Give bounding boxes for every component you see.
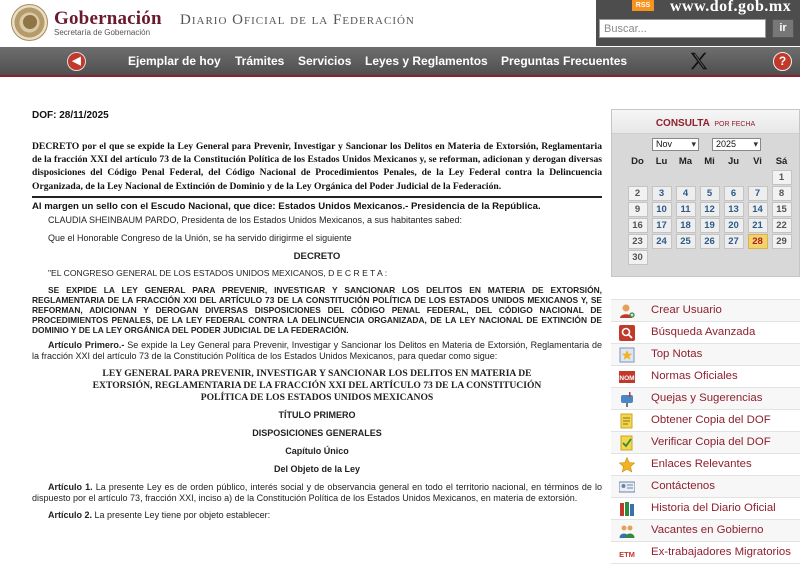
help-button[interactable]: ? [773, 52, 792, 71]
sidebar-link-label: Obtener Copia del DOF [651, 414, 771, 426]
calendar-empty-cell [628, 170, 648, 185]
sidebar-link-label: Ex-trabajadores Migratorios [651, 546, 791, 558]
articulo-2: Artículo 2. La presente Ley tiene por objeto establecer: [48, 509, 271, 520]
calendar-day[interactable]: 26 [700, 234, 720, 249]
sidebar-link-label: Enlaces Relevantes [651, 458, 752, 470]
article-primero: Artículo Primero.- Se expide la Ley General para Prevenir, Investigar y Sancionar los Delitos en Materia de Extorsión, Reglamentaria de la fracción XXI del artículo 73 de la Constitución Política de los Estados Unidos Mexicanos, para quedar como sigue: [32, 339, 602, 361]
sidebar-link-label: Quejas y Sugerencias [651, 392, 763, 404]
search-go-button[interactable]: ir [772, 19, 794, 38]
articulo-1: Artículo 1. La presente Ley es de orden público, interés social y de observancia general en todo el territorio nacional, en términos de lo dispuesto por el artículo 73, fracción XXI, inciso a) de la Constitución Política de los Estados Unidos Mexicanos, en materia de extorsión. [32, 481, 602, 503]
sidebar-link-enlaces-relevantes[interactable] [611, 454, 800, 476]
titulo-primero: TÍTULO PRIMERO [278, 409, 356, 420]
sidebar-link-normas-oficiales[interactable] [611, 366, 800, 388]
decree-title: DECRETO por el que se expide la Ley General para Prevenir, Investigar y Sancionar los Delitos en Materia de Extorsión, Reglamentaria de la fracción XXI del artículo 73 de la Constitución Política de los Estados Unidos Mexicanos y, se reforman, adicionan y derogan diversas disposiciones del Código Penal Federal, del Código Nacional de Procedimientos Penales, de la Ley Federal contra la Delincuencia Organizada, de la Ley Nacional de Extinción de Dominio y de la Ley Orgánica del Poder Judicial de la Federación. [32, 140, 602, 198]
calendar-selects [612, 134, 799, 152]
month-select[interactable]: Nov ▾ [652, 138, 699, 151]
nom-icon [619, 369, 635, 385]
nav-leyes-reglamentos[interactable]: Leyes y Reglamentos [365, 54, 488, 68]
calendar-day[interactable]: 3 [652, 186, 672, 201]
calendar-empty-cell [724, 170, 744, 185]
dof-url[interactable]: www.dof.gob.mx [670, 0, 792, 15]
calendar-day[interactable]: 12 [700, 202, 720, 217]
document-icon [619, 413, 635, 429]
calendar-heading: CONSULTA POR FECHA [612, 110, 799, 134]
gobernacion-seal-icon[interactable] [11, 4, 48, 41]
objeto-de-la-ley: Del Objeto de la Ley [273, 463, 361, 474]
sidebar-link-vacantes-en-gobierno[interactable] [611, 520, 800, 542]
site-header [0, 0, 800, 46]
calendar-day[interactable]: 9 [628, 202, 648, 217]
sidebar-link-label: Búsqueda Avanzada [651, 326, 756, 338]
user-add-icon [619, 303, 635, 319]
dof-date: DOF: 28/11/2025 [32, 110, 109, 121]
sidebar-link-verificar-copia-del-dof[interactable] [611, 432, 800, 454]
books-icon [619, 501, 635, 517]
weekday-header: Lu [655, 156, 668, 167]
calendar-day[interactable]: 19 [700, 218, 720, 233]
calendar-day[interactable]: 21 [748, 218, 768, 233]
sidebar [611, 109, 800, 564]
calendar-day[interactable]: 11 [676, 202, 696, 217]
sidebar-link-busqueda-avanzada[interactable] [611, 322, 800, 344]
calendar-day[interactable]: 1 [772, 170, 792, 185]
calendar-empty-cell [748, 170, 768, 185]
header-search-area [596, 0, 800, 46]
sidebar-link-top-notas[interactable] [611, 344, 800, 366]
margin-note: Al margen un sello con el Escudo Nacional, que dice: Estados Unidos Mexicanos.- Presidencia de la República. [32, 200, 541, 212]
nav-tramites[interactable]: Trámites [235, 54, 285, 68]
etm-icon [619, 545, 635, 561]
calendar-day[interactable]: 15 [772, 202, 792, 217]
sidebar-link-label: Contáctenos [651, 480, 715, 492]
congress-paragraph: Que el Honorable Congreso de la Unión, se ha servido dirigirme el siguiente [48, 232, 352, 243]
x-social-icon[interactable] [688, 50, 710, 72]
weekday-header: Ju [727, 156, 740, 167]
check-document-icon [619, 435, 635, 451]
star-note-icon [619, 347, 635, 363]
calendar-day[interactable]: 16 [628, 218, 648, 233]
weekday-header: Mi [704, 156, 715, 167]
svg-text:ETM: ETM [619, 550, 635, 559]
sidebar-link-label: Verificar Copia del DOF [651, 436, 771, 448]
calendar-empty-cell [700, 170, 720, 185]
calendar-day[interactable]: 18 [676, 218, 696, 233]
calendar-day[interactable]: 24 [652, 234, 672, 249]
mailbox-icon [619, 391, 635, 407]
calendar-day[interactable]: 6 [724, 186, 744, 201]
president-name: CLAUDIA SHEINBAUM PARDO [48, 214, 177, 225]
calendar-day[interactable]: 10 [652, 202, 672, 217]
people-icon [619, 523, 635, 539]
back-arrow-icon[interactable]: ◀ [67, 52, 86, 71]
gobernacion-subtitle: Secretaría de Gobernación [54, 28, 151, 37]
weekday-header: Vi [753, 156, 762, 167]
dof-title: Diario Oficial de la Federación [180, 12, 415, 28]
law-title: LEY GENERAL PARA PREVENIR, INVESTIGAR Y SANCIONAR LOS DELITOS EN MATERIA DE EXTORSIÓN, REGLAMENTARIA DE LA FRACCIÓN XXI DEL ARTÍCULO 73 DE LA CONSTITUCIÓN POLÍTICA DE LOS ESTADOS UNIDOS MEXICANOS [92, 367, 542, 403]
sidebar-link-label: Top Notas [651, 348, 703, 360]
nav-ejemplar-de-hoy[interactable]: Ejemplar de hoy [128, 54, 221, 68]
disposiciones-generales: DISPOSICIONES GENERALES [252, 427, 382, 438]
sidebar-link-label: Crear Usuario [651, 304, 722, 316]
sidebar-link-historia-del-diario-oficial[interactable] [611, 498, 800, 520]
calendar-day[interactable]: 20 [724, 218, 744, 233]
contact-card-icon [619, 479, 635, 495]
president-paragraph: CLAUDIA SHEINBAUM PARDO, Presidenta de los Estados Unidos Mexicanos, a sus habitantes sabed: [48, 214, 463, 225]
calendar-day[interactable]: 2 [628, 186, 648, 201]
sidebar-link-label: Vacantes en Gobierno [651, 524, 764, 536]
gobernacion-logo-text[interactable]: Gobernación [54, 8, 162, 29]
sidebar-link-label: Historia del Diario Oficial [651, 502, 776, 514]
calendar-day[interactable]: 13 [724, 202, 744, 217]
sidebar-link-quejas-y-sugerencias[interactable] [611, 388, 800, 410]
sidebar-link-obtener-copia-del-dof[interactable] [611, 410, 800, 432]
search-icon [619, 325, 635, 341]
decreto-heading: DECRETO [293, 250, 341, 262]
calendar-empty-cell [652, 170, 672, 185]
calendar-widget [611, 109, 800, 277]
calendar-day[interactable]: 14 [748, 202, 768, 217]
sidebar-links [611, 299, 800, 564]
calendar-day[interactable]: 22 [772, 218, 792, 233]
sidebar-link-ex-trabajadores-migratorios[interactable] [611, 542, 800, 564]
weekday-header: Ma [678, 156, 693, 167]
capitulo-unico: Capítulo Único [285, 445, 349, 456]
nav-preguntas-frecuentes[interactable]: Preguntas Frecuentes [501, 54, 628, 68]
document-content [32, 110, 602, 521]
rss-icon[interactable]: RSS [632, 0, 654, 11]
sidebar-link-label: Normas Oficiales [651, 370, 738, 382]
calendar-empty-cell [676, 170, 696, 185]
calendar-day[interactable]: 25 [676, 234, 696, 249]
calendar-day[interactable]: 23 [628, 234, 648, 249]
calendar-day[interactable]: 4 [676, 186, 696, 201]
congress-decree-line: "EL CONGRESO GENERAL DE LOS ESTADOS UNIDOS MEXICANOS, D E C R E T A : [48, 267, 388, 278]
calendar-day[interactable]: 8 [772, 186, 792, 201]
decree-caps-paragraph: SE EXPIDE LA LEY GENERAL PARA PREVENIR, INVESTIGAR Y SANCIONAR LOS DELITOS EN MATERIA DE EXTORSIÓN, REGLAMENTARIA DE LA FRACCIÓN XXI DEL ARTÍCULO 73 DE LA CONSTITUCIÓN POLÍTICA DE LOS ESTADOS UNIDOS MEXICANOS Y, SE REFORMAN, ADICIONAN Y DEROGAN DIVERSAS DISPOSICIONES DEL CÓDIGO PENAL FEDERAL, DEL CÓDIGO NACIONAL DE PROCEDIMIENTOS PENALES, DE LA LEY FEDERAL CONTRA LA DELINCUENCIA ORGANIZADA, DE LA LEY NACIONAL DE EXTINCIÓN DE DOMINIO Y DE LA LEY ORGÁNICA DEL PODER JUDICIAL DE LA FEDERACIÓN. [32, 284, 602, 335]
weekday-header: Do [631, 156, 644, 167]
nav-servicios[interactable]: Servicios [298, 54, 352, 68]
calendar-grid [612, 152, 799, 265]
weekday-header: Sá [775, 156, 788, 167]
sidebar-link-crear-usuario[interactable] [611, 300, 800, 322]
svg-text:NOM: NOM [619, 375, 635, 382]
search-input[interactable] [599, 19, 766, 38]
calendar-day[interactable]: 30 [628, 250, 648, 265]
year-select[interactable]: 2025 ▾ [712, 138, 761, 151]
calendar-day[interactable]: 27 [724, 234, 744, 249]
star-icon [619, 457, 635, 473]
calendar-day[interactable]: 7 [748, 186, 768, 201]
calendar-day[interactable]: 5 [700, 186, 720, 201]
sidebar-link-contactenos[interactable] [611, 476, 800, 498]
main-nav [0, 47, 800, 77]
calendar-day[interactable]: 29 [772, 234, 792, 249]
calendar-day[interactable]: 17 [652, 218, 672, 233]
calendar-day-selected[interactable]: 28 [748, 234, 768, 249]
